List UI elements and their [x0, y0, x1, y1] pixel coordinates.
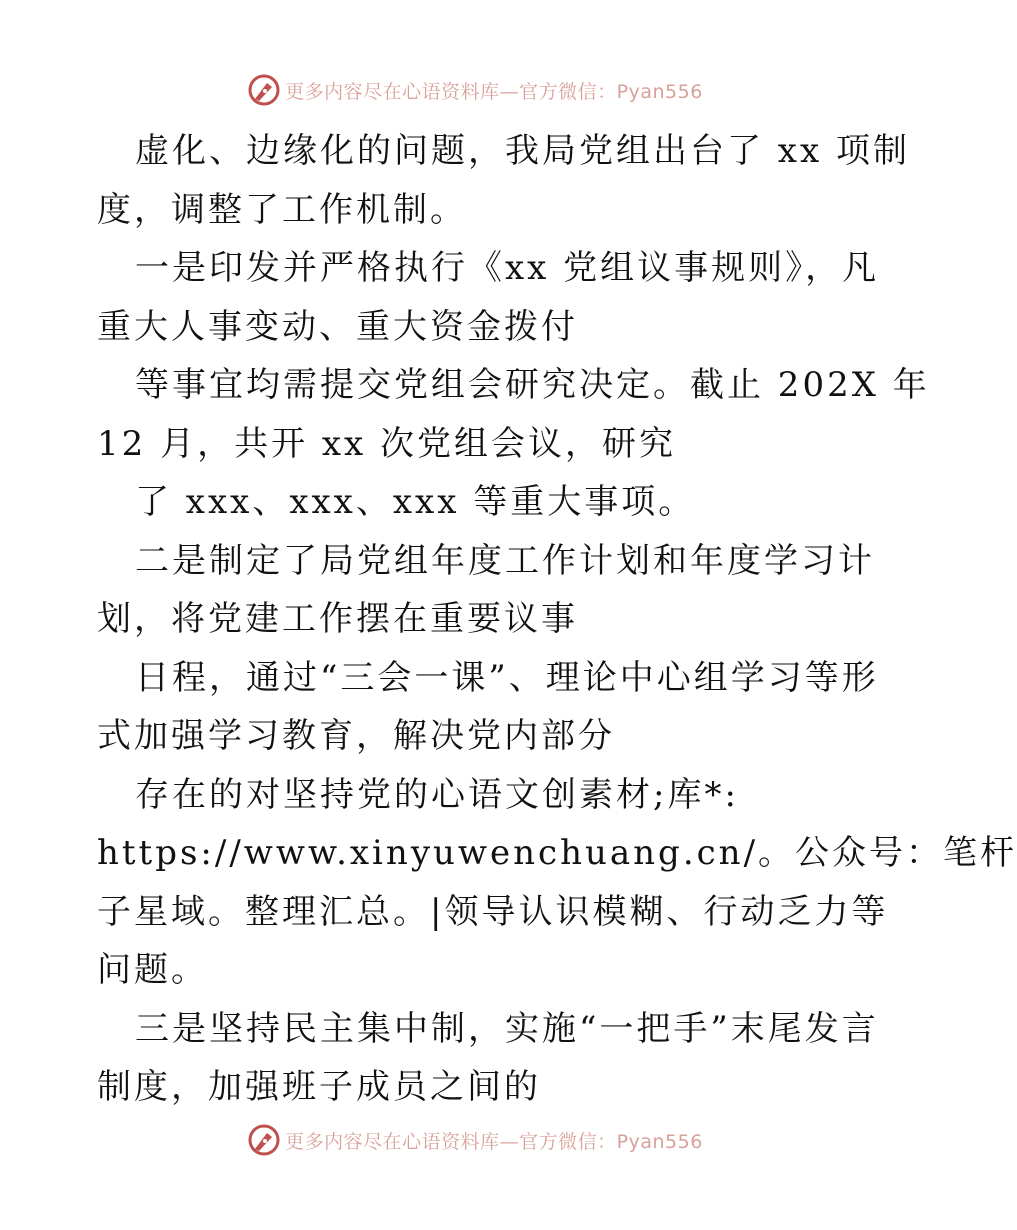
text-line: 存在的对坚持党的心语文创素材;库*:: [135, 774, 739, 815]
text-line: 日程，通过“三会一课”、理论中心组学习等形: [135, 657, 879, 698]
header-wechat-id: Pyan556: [616, 80, 703, 103]
text-line: 式加强学习教育，解决党内部分: [97, 716, 615, 756]
text-line: 问题。: [97, 950, 208, 990]
text-line: https://www.xinyuwenchuang.cn/。公众号：笔杆: [97, 833, 1017, 873]
text-line: 12 月，共开 xx 次党组会议，研究: [97, 423, 677, 464]
text-line: 度，调整了工作机制。: [97, 189, 467, 230]
text-line: 重大人事变动、重大资金拨付: [97, 306, 578, 347]
document-body: [97, 122, 1017, 1117]
header-text: 更多内容尽在心语资料库—官方微信：Pyan556: [285, 80, 703, 103]
text-line: 划，将党建工作摆在重要议事: [97, 599, 578, 639]
pen-nib-logo-icon: [247, 73, 281, 107]
text-line: 子星域。整理汇总。|领导认识模糊、行动乏力等: [97, 891, 889, 932]
text-line: 三是坚持民主集中制，实施“一把手”末尾发言: [135, 1008, 879, 1049]
text-line: 等事宜均需提交党组会研究决定。截止 202X 年: [135, 365, 930, 405]
footer-wechat-id: Pyan556: [616, 1130, 703, 1153]
header-banner: [0, 70, 950, 110]
pen-nib-logo-icon: [247, 1123, 281, 1157]
text-line: 虚化、边缘化的问题，我局党组出台了 xx 项制: [135, 131, 910, 171]
footer-text: 更多内容尽在心语资料库—官方微信：Pyan556: [285, 1130, 703, 1153]
footer-banner: [0, 1120, 950, 1160]
text-line: 二是制定了局党组年度工作计划和年度学习计: [135, 540, 875, 581]
text-line: 制度，加强班子成员之间的: [97, 1067, 541, 1107]
text-line: 了 xxx、xxx、xxx 等重大事项。: [135, 482, 696, 522]
text-line: 一是印发并严格执行《xx 党组议事规则》，凡: [135, 248, 880, 288]
